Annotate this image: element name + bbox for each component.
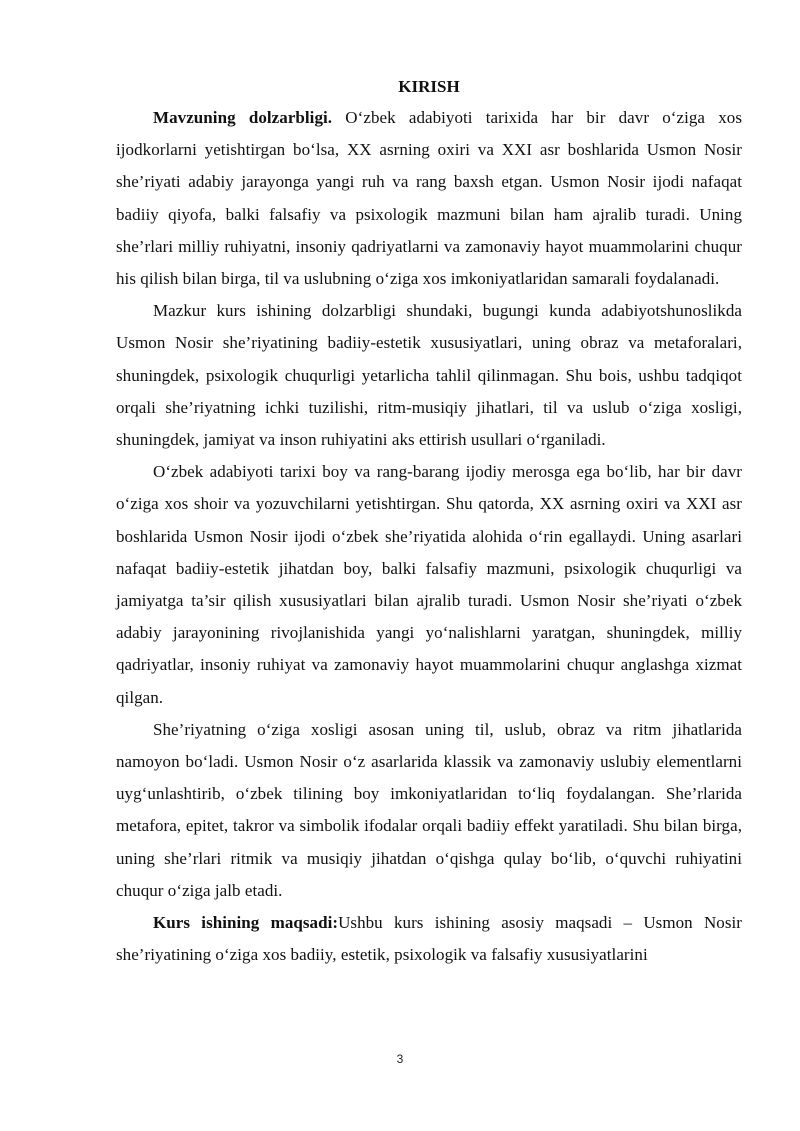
document-page	[116, 74, 742, 971]
paragraph-text: O‘zbek adabiyoti tarixi boy va rang-barang ijodiy merosga ega bo‘lib, har bir davr o‘ziga xos shoir va yozuvchilarni yetishtirgan. Shu qatorda, XX asrning oxiri va XXI asr boshlarida Usmon Nosir ijodi o‘zbek she’riyatida alohida o‘rin egallaydi. Uning asarlari nafaqat badiiy-estetik jihatdan boy, balki falsafiy mazmuni, psixologik chuqurligi va jamiyatga ta’sir qilish xususiyatlari bilan ajralib turadi. Usmon Nosir she’riyati o‘zbek adabiy jarayonining rivojlanishida yangi yo‘nalishlarni yaratgan, shuningdek, milliy qadriyatlar, insoniy ruhiyat va zamonaviy hayot muammolarini chuqur anglashga xizmat qilgan.	[116, 462, 742, 707]
page-number: 3	[396, 1052, 404, 1066]
paragraph-text: Mazkur kurs ishining dolzarbligi shundaki, bugungi kunda adabiyotshunoslikda Usmon Nosir she’riyatining badiiy-estetik xususiyatlari, uning obraz va metaforalari, shuningdek, psixologik chuqurligi yetarlicha tahlil qilinmagan. Shu bois, ushbu tadqiqot orqali she’riyatning ichki tuzilishi, ritm-musiqiy jihatlari, til va uslub o‘ziga xosligi, shuningdek, jamiyat va inson ruhiyatini aks ettirish usullari o‘rganiladi.	[116, 301, 742, 450]
paragraph-text: O‘zbek adabiyoti tarixida har bir davr o‘ziga xos ijodkorlarni yetishtirgan bo‘lsa, XX asrning oxiri va XXI asr boshlarida Usmon Nosir she’riyati adabiy jarayonga yangi ruh va rang baxsh etgan. Usmon Nosir ijodi nafaqat badiiy qiyofa, balki falsafiy va psixologik mazmuni bilan ham ajralib turadi. Uning she’rlari milliy ruhiyatni, insoniy qadriyatlarni va zamonaviy hayot muammolarini chuqur his qilish bilan birga, til va uslubning o‘ziga xos imkoniyatlaridan samarali foydalanadi.	[116, 108, 742, 289]
section-heading: KIRISH	[398, 77, 460, 96]
paragraph-literary-history	[116, 456, 742, 714]
paragraph-poetic-style	[116, 714, 742, 907]
paragraph-course-relevance	[116, 295, 742, 456]
paragraph-lead: Kurs ishining maqsadi:	[153, 913, 339, 933]
paragraph-relevance	[116, 102, 742, 295]
paragraph-course-goal	[116, 907, 742, 971]
paragraph-text: She’riyatning o‘ziga xosligi asosan uning til, uslub, obraz va ritm jihatlarida namoyon bo‘ladi. Usmon Nosir o‘z asarlarida klassik va zamonaviy uslubiy elementlarni uyg‘unlashtirib, o‘zbek tilining boy imkoniyatlaridan to‘liq foydalangan. She’rlarida metafora, epitet, takror va simbolik ifodalar orqali badiiy effekt yaratiladi. Shu bilan birga, uning she’rlari ritmik va musiqiy jihatdan o‘qishga qulay bo‘lib, o‘quvchi ruhiyatini chuqur o‘ziga jalb etadi.	[116, 719, 742, 900]
paragraph-text: Ushbu kurs ishining asosiy maqsadi – Usmon Nosir she’riyatining o‘ziga xos badiiy, estetik, psixologik va falsafiy xususiyatlarini	[116, 913, 742, 965]
paragraph-lead: Mavzuning dolzarbligi.	[153, 108, 333, 127]
